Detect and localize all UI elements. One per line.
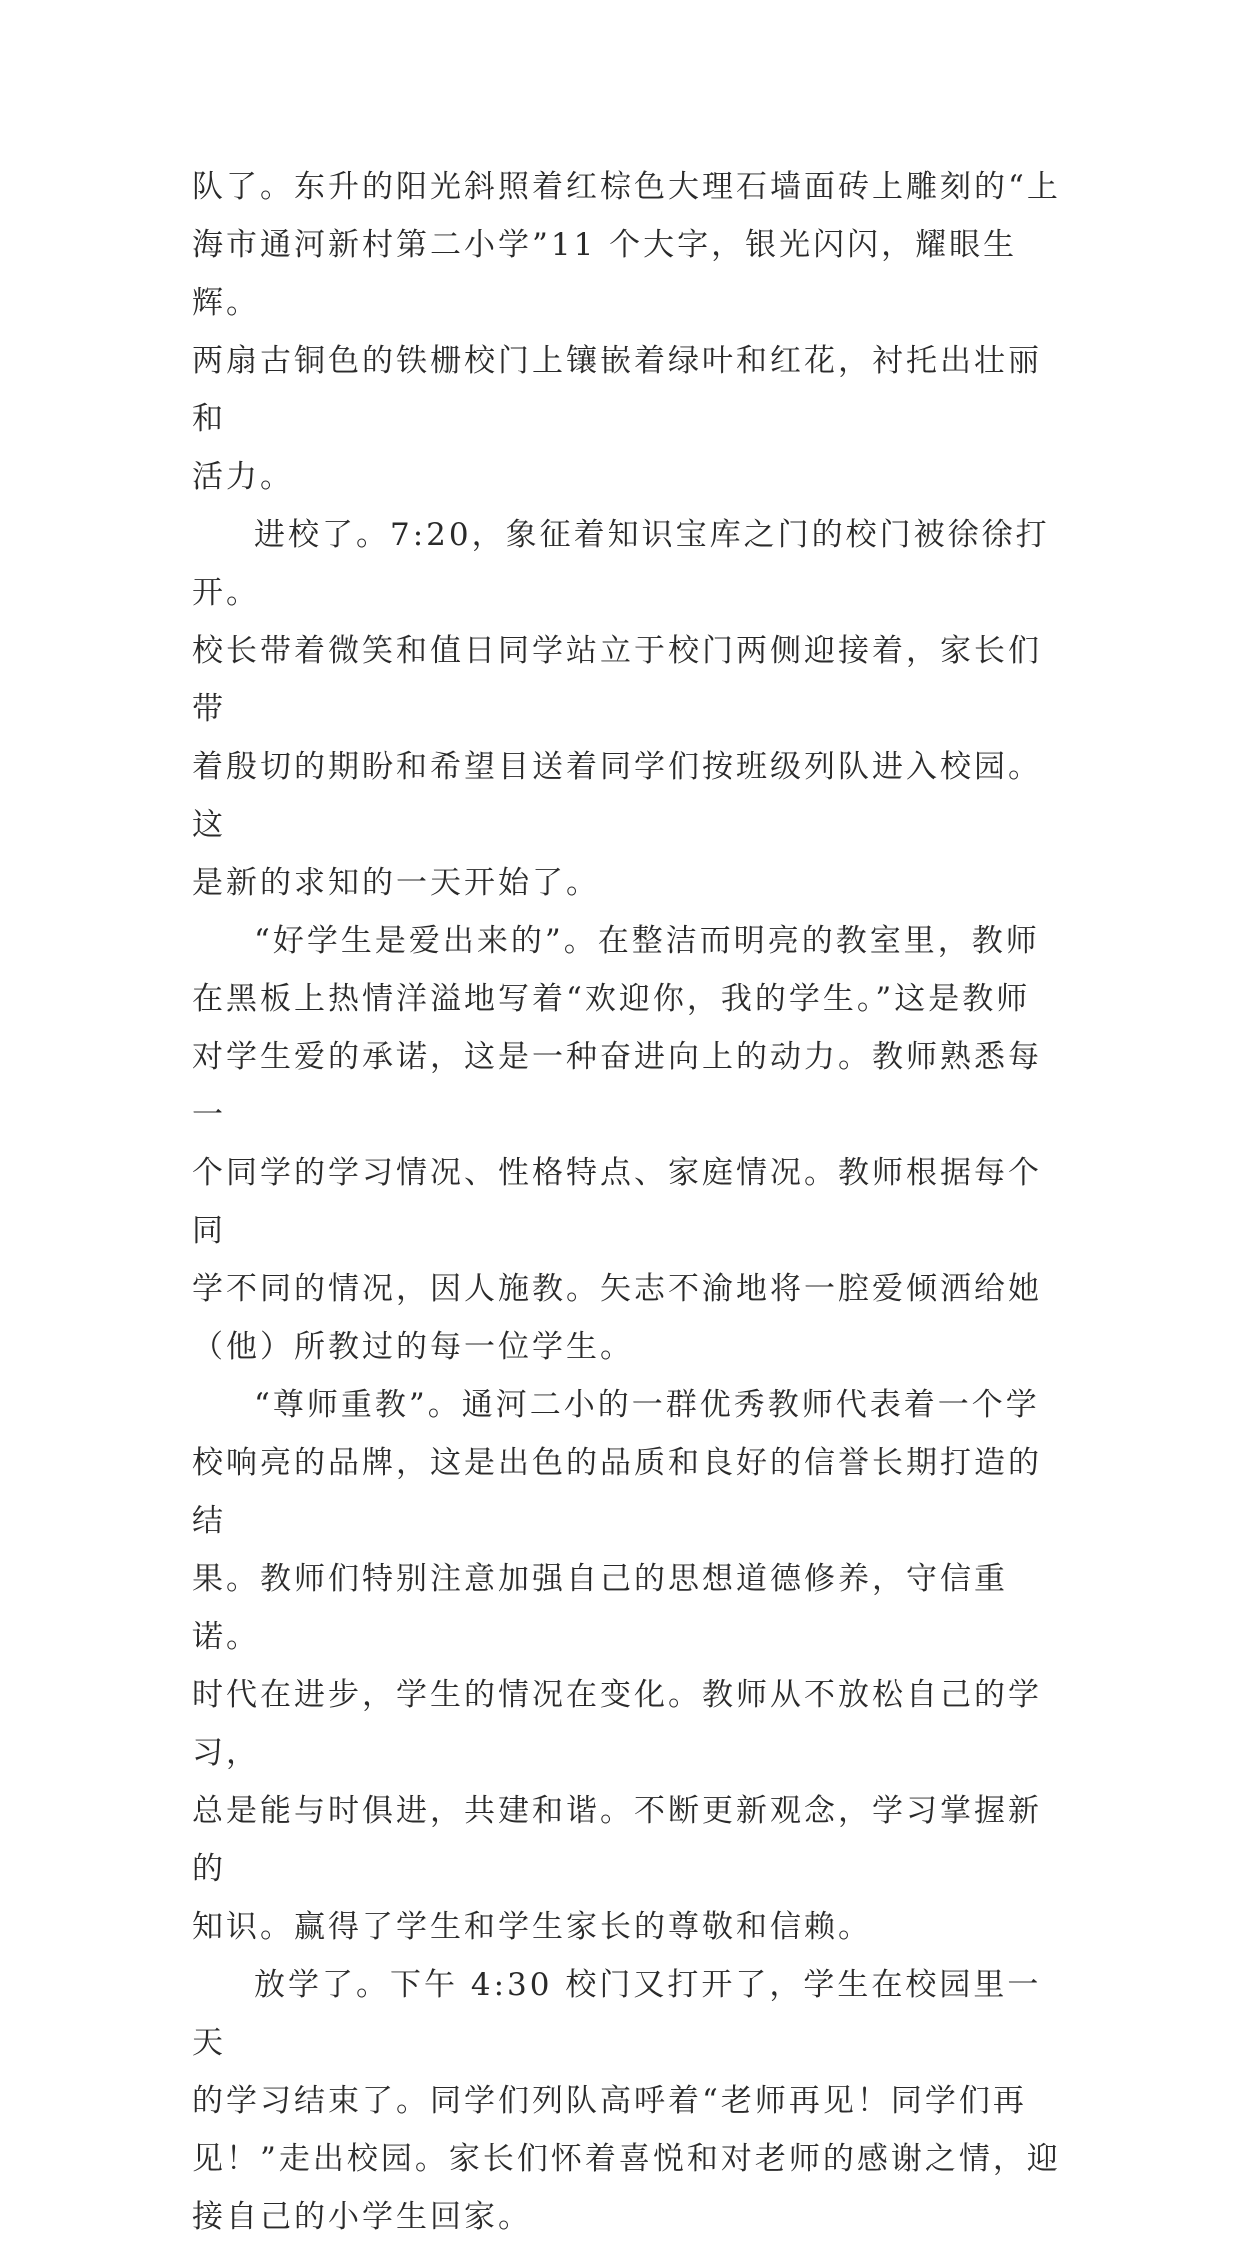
text-line: 个同学的学习情况、性格特点、家庭情况。教师根据每个同 bbox=[192, 1155, 1042, 1249]
paragraph-3 bbox=[192, 912, 1072, 1376]
text-line: 进校了。7:20，象征着知识宝库之门的校门被徐徐打开。 bbox=[192, 517, 1050, 611]
text-line: 队了。东升的阳光斜照着红棕色大理石墙面砖上雕刻的“上 bbox=[192, 169, 1061, 205]
paragraph-4 bbox=[192, 1376, 1072, 1956]
paragraph-2 bbox=[192, 506, 1072, 912]
text-line: 知识。赢得了学生和学生家长的尊敬和信赖。 bbox=[192, 1909, 872, 1945]
text-line: 两扇古铜色的铁栅校门上镶嵌着绿叶和红花，衬托出壮丽和 bbox=[192, 343, 1042, 437]
text-line: 的学习结束了。同学们列队高呼着“老师再见！同学们再 bbox=[192, 2083, 1027, 2119]
document-body bbox=[192, 158, 1072, 2246]
text-line: 校响亮的品牌，这是出色的品质和良好的信誉长期打造的结 bbox=[192, 1445, 1042, 1539]
text-line: 总是能与时俱进，共建和谐。不断更新观念，学习掌握新的 bbox=[192, 1793, 1042, 1887]
paragraph-1 bbox=[192, 158, 1072, 506]
text-line: 是新的求知的一天开始了。 bbox=[192, 865, 600, 901]
text-line: 学不同的情况，因人施教。矢志不渝地将一腔爱倾洒给她 bbox=[192, 1271, 1042, 1307]
text-line: 在黑板上热情洋溢地写着“欢迎你，我的学生。”这是教师 bbox=[192, 981, 1031, 1017]
text-line: 校长带着微笑和值日同学站立于校门两侧迎接着，家长们带 bbox=[192, 633, 1042, 727]
paragraph-5 bbox=[192, 1956, 1072, 2246]
text-line: 活力。 bbox=[192, 459, 294, 495]
text-line: 果。教师们特别注意加强自己的思想道德修养，守信重诺。 bbox=[192, 1561, 1008, 1655]
text-line: 放学了。下午 4:30 校门又打开了，学生在校园里一天 bbox=[192, 1967, 1042, 2061]
text-line: （他）所教过的每一位学生。 bbox=[192, 1329, 634, 1365]
text-line: “好学生是爱出来的”。在整洁而明亮的教室里，教师 bbox=[254, 923, 1040, 959]
text-line: 海市通河新村第二小学”11 个大字，银光闪闪，耀眼生辉。 bbox=[192, 227, 1018, 321]
text-line: 接自己的小学生回家。 bbox=[192, 2199, 532, 2235]
text-line: 时代在进步，学生的情况在变化。教师从不放松自己的学习， bbox=[192, 1677, 1042, 1771]
text-line: 见！”走出校园。家长们怀着喜悦和对老师的感谢之情，迎 bbox=[192, 2141, 1061, 2177]
text-line: 对学生爱的承诺，这是一种奋进向上的动力。教师熟悉每一 bbox=[192, 1039, 1042, 1133]
text-line: 着殷切的期盼和希望目送着同学们按班级列队进入校园。这 bbox=[192, 749, 1042, 843]
text-line: “尊师重教”。通河二小的一群优秀教师代表着一个学 bbox=[254, 1387, 1040, 1423]
